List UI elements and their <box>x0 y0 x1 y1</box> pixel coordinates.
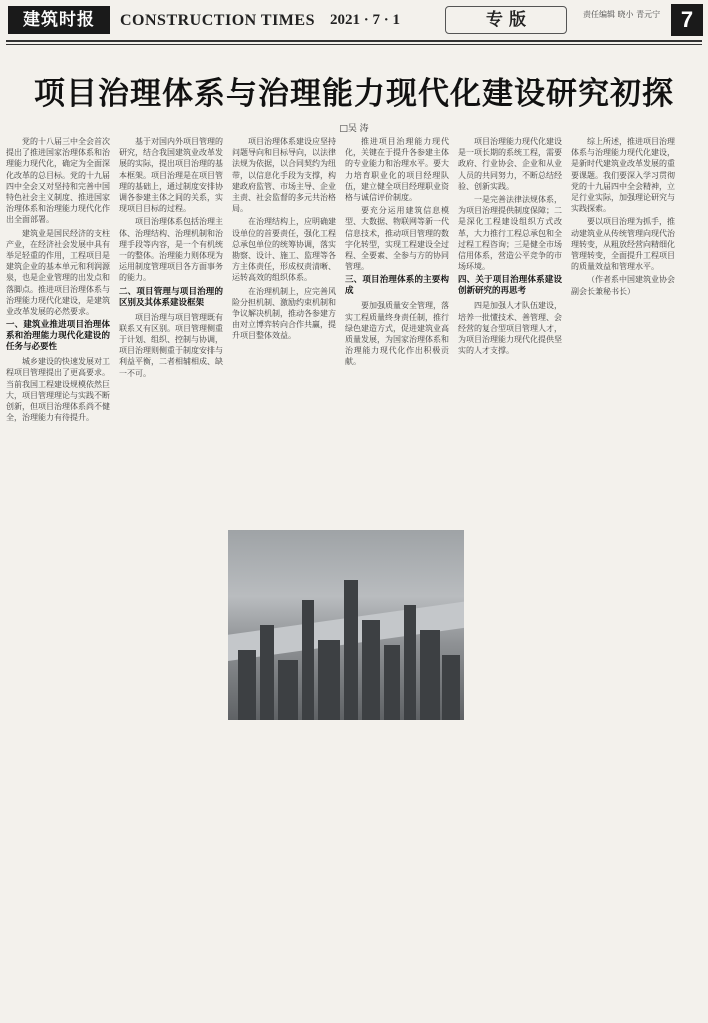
section-heading: 一、建筑业推进项目治理体系和治理能力现代化建设的任务与必要性 <box>6 320 110 353</box>
paragraph: （作者系中国建筑业协会副会长兼秘书长） <box>571 275 675 296</box>
text-column-5 <box>458 136 562 1016</box>
building <box>384 645 400 720</box>
editors-credit: 责任编辑 晓小 青元宁 <box>583 10 661 19</box>
building <box>362 620 380 720</box>
section-heading: 二、项目管理与项目治理的区别及其体系建设框架 <box>119 286 223 308</box>
headline: 项目治理体系与治理能力现代化建设研究初探 <box>34 76 674 112</box>
building <box>404 605 416 720</box>
issue-date: 2021 · 7 · 1 <box>330 12 401 28</box>
text-column-3 <box>232 136 336 526</box>
paragraph: 党的十八届三中全会首次提出了推进国家治理体系和治理能力现代化，确定为全面深化改革的总目标。党的十九届四中全会又对坚持和完善中国特色社会主义制度、推进国家治理体系和治理能力现代化作出全面部署。 <box>6 137 110 225</box>
building <box>442 655 460 720</box>
paragraph: 综上所述，推进项目治理体系与治理能力现代化建设，是新时代建筑业改革发展的重要课题。我们要深入学习贯彻党的十九届四中全会精神，立足行业实际，加强理论研究与实践探索。 <box>571 137 675 214</box>
paragraph: 项目治理能力现代化建设是一项长期的系统工程，需要政府、行业协会、企业和从业人员的共同努力，不断总结经验、创新实践。 <box>458 137 562 191</box>
text-column-1 <box>6 136 110 1016</box>
paragraph: 要充分运用建筑信息模型、大数据、物联网等新一代信息技术，推动项目管理的数字化转型，实现工程建设全过程、全要素、全参与方的协同管理。 <box>345 206 449 272</box>
paragraph: 基于对国内外项目管理的研究，结合我国建筑业改革发展的实际，提出项目治理的基本框架。项目治理是在项目管理的基础上，通过制度安排协调各参建主体之间的关系，实现项目目标的过程。 <box>119 137 223 214</box>
paragraph: 推进项目治理能力现代化，关键在于提升各参建主体的专业能力和治理水平。要大力培育职业化的项目经理队伍，建立健全项目经理职业资格与诚信评价制度。 <box>345 137 449 203</box>
header-rule <box>6 40 702 42</box>
text-column-6 <box>571 136 675 1016</box>
paragraph: 在治理结构上，应明确建设单位的首要责任，强化工程总承包单位的统筹协调，落实勘察、设计、施工、监理等各方主体责任，形成权责清晰、运转高效的组织体系。 <box>232 217 336 283</box>
paragraph: 城乡建设的快速发展对工程项目管理提出了更高要求。当前我国工程建设规模依然巨大，项目管理理论与实践不断创新，但项目治理体系尚不健全，治理能力有待提升。 <box>6 357 110 423</box>
building <box>344 580 358 720</box>
building <box>278 660 298 720</box>
city-skyline-photo <box>228 530 464 720</box>
paragraph: 要以项目治理为抓手，推动建筑业从传统管理向现代治理转变，从粗放经营向精细化管理转变，全面提升工程项目的质量效益和管理水平。 <box>571 217 675 272</box>
section-heading: 三、项目治理体系的主要构成 <box>345 275 449 297</box>
masthead <box>0 0 708 40</box>
paragraph: 四是加强人才队伍建设，培养一批懂技术、善管理、会经营的复合型项目管理人才，为项目治理能力现代化提供坚实的人才支撑。 <box>458 301 562 356</box>
paragraph: 项目治理与项目管理既有联系又有区别。项目管理侧重于计划、组织、控制与协调，项目治理则侧重于制度安排与利益平衡，二者相辅相成、缺一不可。 <box>119 312 223 378</box>
section-label: 专 版 <box>445 6 567 34</box>
section-heading: 四、关于项目治理体系建设创新研究的再思考 <box>458 275 562 297</box>
english-title: CONSTRUCTION TIMES <box>120 12 315 29</box>
building <box>318 640 340 720</box>
building <box>260 625 274 720</box>
paragraph: 在治理机制上，应完善风险分担机制、激励约束机制和争议解决机制，推动各参建方由对立博弈转向合作共赢，提升项目整体效益。 <box>232 286 336 341</box>
byline: □吴 涛 <box>339 124 369 134</box>
paragraph: 项目治理体系包括治理主体、治理结构、治理机制和治理手段等内容，是一个有机统一的整体。治理能力则体现为运用制度管理项目各方面事务的能力。 <box>119 217 223 283</box>
page-number: 7 <box>671 4 703 36</box>
text-column-2 <box>119 136 223 526</box>
paragraph: 项目治理体系建设应坚持问题导向和目标导向，以法律法规为依据，以合同契约为纽带，以信息化手段为支撑，构建政府监管、市场主导、企业主责、社会监督的多元共治格局。 <box>232 137 336 214</box>
newspaper-logo: 建筑时报 <box>8 6 110 34</box>
building <box>420 630 440 720</box>
header-rule-thin <box>6 44 702 45</box>
building <box>302 600 314 720</box>
building <box>238 650 256 720</box>
paragraph: 建筑业是国民经济的支柱产业，在经济社会发展中具有举足轻重的作用，工程项目是建筑企业的基本单元和利润源泉，也是企业管理的出发点和落脚点。推进项目治理体系与治理能力现代化建设，是建筑业改革发展的必然要求。 <box>6 228 110 317</box>
paragraph: 一是完善法律法规体系，为项目治理提供制度保障；二是深化工程建设组织方式改革，大力推行工程总承包和全过程工程咨询；三是健全市场信用体系，营造公平竞争的市场环境。 <box>458 195 562 272</box>
paragraph: 要加强质量安全管理，落实工程质量终身责任制，推行绿色建造方式，促进建筑业高质量发展，为国家治理体系和治理能力现代化作出积极贡献。 <box>345 301 449 367</box>
